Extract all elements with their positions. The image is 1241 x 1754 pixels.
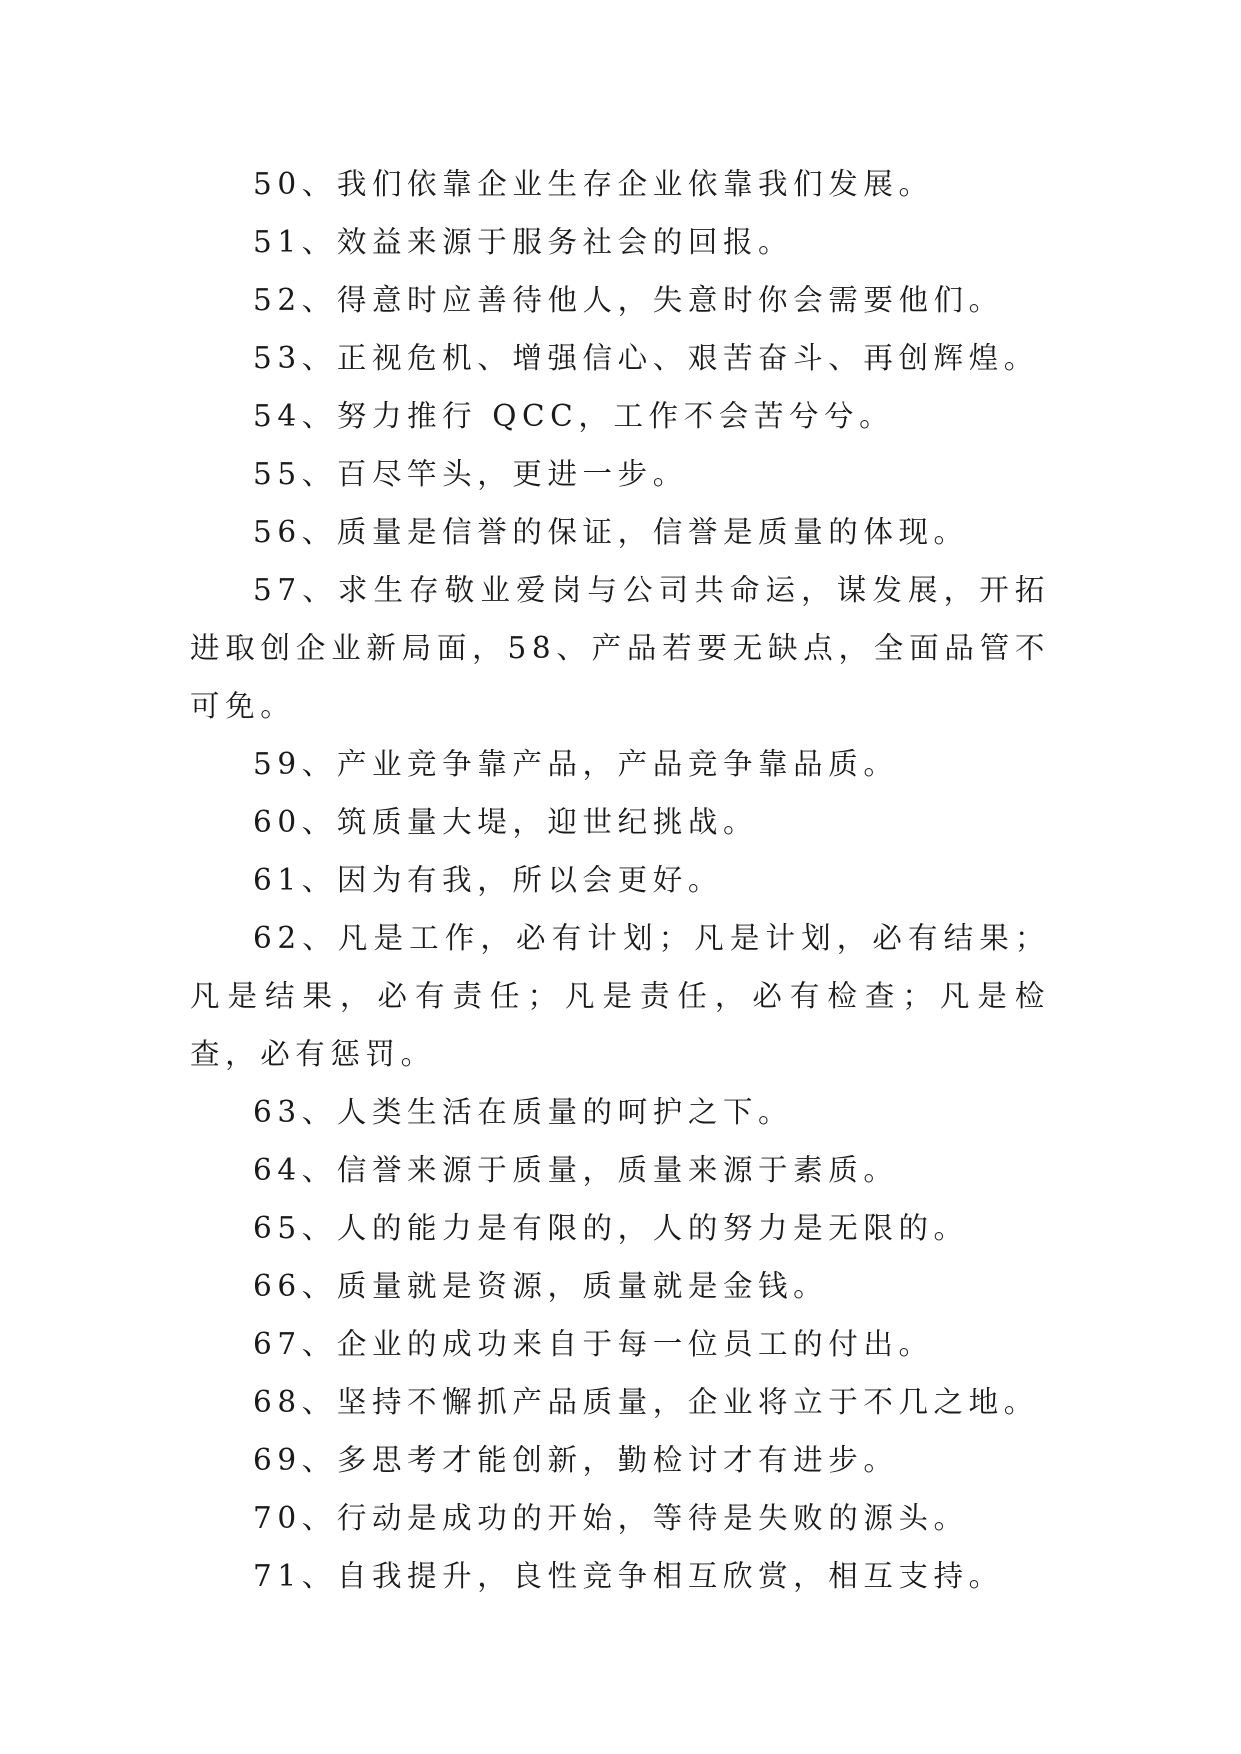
paragraph-68: 68、坚持不懈抓产品质量，企业将立于不几之地。 <box>253 1385 1039 1419</box>
paragraph-64: 64、信誉来源于质量，质量来源于素质。 <box>253 1153 899 1187</box>
paragraph-63: 63、人类生活在质量的呵护之下。 <box>253 1095 794 1129</box>
paragraph-50: 50、我们依靠企业生存企业依靠我们发展。 <box>253 167 934 201</box>
paragraph-52: 52、得意时应善待他人，失意时你会需要他们。 <box>253 283 1004 317</box>
paragraph-66: 66、质量就是资源，质量就是金钱。 <box>253 1269 829 1303</box>
paragraph-51: 51、效益来源于服务社会的回报。 <box>253 225 794 259</box>
paragraph-60: 60、筑质量大堤，迎世纪挑战。 <box>253 805 759 839</box>
paragraph-62: 62、凡是工作，必有计划；凡是计划，必有结果；凡是结果，必有责任；凡是责任，必有检查；凡是检查，必有惩罚。 <box>190 921 1050 1071</box>
paragraph-70: 70、行动是成功的开始，等待是失败的源头。 <box>253 1501 969 1535</box>
paragraph-67: 67、企业的成功来自于每一位员工的付出。 <box>253 1327 934 1361</box>
document-body <box>190 155 1050 1605</box>
paragraph-59: 59、产业竞争靠产品，产品竞争靠品质。 <box>253 747 899 781</box>
paragraph-54: 54、努力推行 QCC，工作不会苦兮兮。 <box>253 399 895 433</box>
paragraph-69: 69、多思考才能创新，勤检讨才有进步。 <box>253 1443 899 1477</box>
paragraph-65: 65、人的能力是有限的，人的努力是无限的。 <box>253 1211 969 1245</box>
paragraph-53: 53、正视危机、增强信心、艰苦奋斗、再创辉煌。 <box>253 341 1039 375</box>
paragraph-71: 71、自我提升，良性竞争相互欣赏，相互支持。 <box>253 1559 1004 1593</box>
paragraph-55: 55、百尽竿头，更进一步。 <box>253 457 688 491</box>
paragraph-56: 56、质量是信誉的保证，信誉是质量的体现。 <box>253 515 969 549</box>
paragraph-57: 57、求生存敬业爱岗与公司共命运，谋发展，开拓进取创企业新局面，58、产品若要无缺点，全面品管不可免。 <box>190 573 1050 723</box>
paragraph-61: 61、因为有我，所以会更好。 <box>253 863 723 897</box>
